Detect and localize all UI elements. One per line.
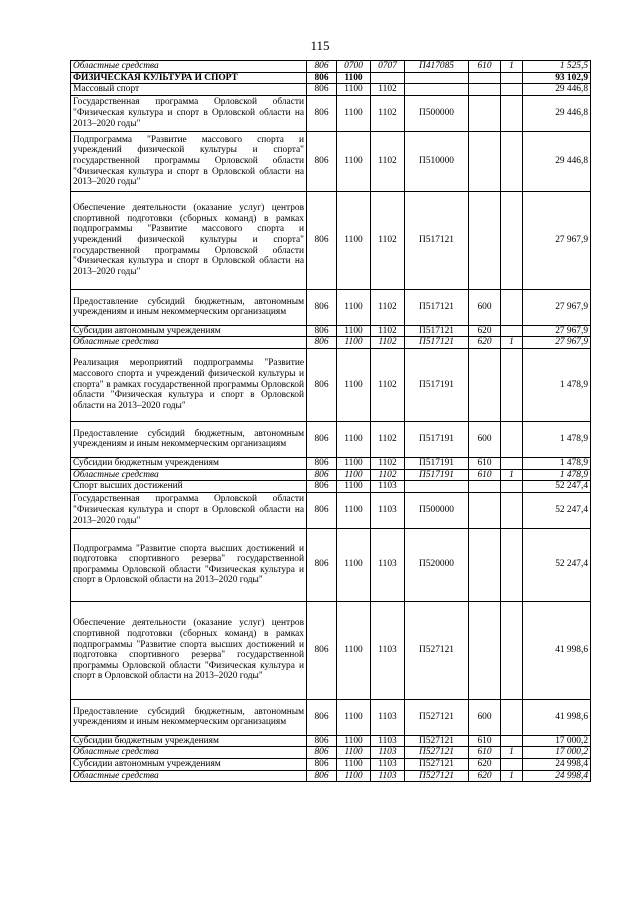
table-row	[71, 61, 591, 73]
row-source-cell	[501, 131, 523, 191]
row-name-cell: Государственная программа Орловской области "Физическая культура и спорт в Орловской области на 2013–2020 годы"	[71, 492, 307, 528]
table-row	[71, 758, 591, 770]
row-source-cell	[501, 758, 523, 770]
row-amount-cell: 41 998,6	[523, 601, 591, 699]
row-source-cell: 1	[501, 61, 523, 73]
row-expense-type-cell: 600	[469, 421, 501, 457]
row-section-cell: 1100	[337, 457, 371, 469]
row-section-cell: 1100	[337, 758, 371, 770]
row-section-cell: 1100	[337, 421, 371, 457]
row-expense-type-cell	[469, 528, 501, 601]
page-number: 115	[310, 38, 330, 53]
row-expense-type-cell: 620	[469, 770, 501, 782]
budget-table-body	[71, 61, 591, 782]
row-ved-cell: 806	[307, 457, 337, 469]
table-row	[71, 481, 591, 493]
row-ved-cell: 806	[307, 84, 337, 96]
row-amount-cell: 52 247,4	[523, 492, 591, 528]
row-source-cell	[501, 72, 523, 84]
table-row	[71, 289, 591, 325]
row-ved-cell: 806	[307, 337, 337, 349]
row-ved-cell: 806	[307, 601, 337, 699]
table-row	[71, 492, 591, 528]
row-amount-cell: 1 478,9	[523, 457, 591, 469]
row-expense-type-cell: 610	[469, 61, 501, 73]
row-section-cell: 0700	[337, 61, 371, 73]
row-section-cell: 1100	[337, 337, 371, 349]
row-ved-cell: 806	[307, 469, 337, 481]
row-target-article-cell: П517191	[405, 421, 469, 457]
row-source-cell	[501, 492, 523, 528]
row-amount-cell: 1 478,9	[523, 469, 591, 481]
row-amount-cell: 1 478,9	[523, 348, 591, 421]
row-target-article-cell	[405, 84, 469, 96]
row-section-cell: 1100	[337, 770, 371, 782]
row-section-cell: 1100	[337, 84, 371, 96]
row-section-cell: 1100	[337, 735, 371, 747]
row-target-article-cell	[405, 481, 469, 493]
row-ved-cell: 806	[307, 95, 337, 131]
row-expense-type-cell	[469, 601, 501, 699]
table-row	[71, 528, 591, 601]
row-source-cell	[501, 325, 523, 337]
row-subsection-cell: 1103	[371, 601, 405, 699]
row-amount-cell: 1 525,5	[523, 61, 591, 73]
row-ved-cell: 806	[307, 72, 337, 84]
row-subsection-cell: 1103	[371, 492, 405, 528]
row-section-cell: 1100	[337, 492, 371, 528]
row-section-cell: 1100	[337, 699, 371, 735]
row-expense-type-cell	[469, 492, 501, 528]
row-target-article-cell	[405, 72, 469, 84]
row-subsection-cell: 1102	[371, 469, 405, 481]
row-source-cell	[501, 191, 523, 289]
row-target-article-cell: П520000	[405, 528, 469, 601]
row-section-cell: 1100	[337, 72, 371, 84]
table-row	[71, 699, 591, 735]
row-subsection-cell: 1102	[371, 457, 405, 469]
row-subsection-cell: 1103	[371, 758, 405, 770]
row-expense-type-cell: 620	[469, 325, 501, 337]
row-ved-cell: 806	[307, 191, 337, 289]
row-target-article-cell: П527121	[405, 601, 469, 699]
row-amount-cell: 27 967,9	[523, 289, 591, 325]
row-source-cell: 1	[501, 337, 523, 349]
row-name-cell: Подпрограмма "Развитие спорта высших достижений и подготовка спортивного резерва" государственной программы Орловской области "Физическая культура и спорт в Орловской области на 2013–2020 годы"	[71, 528, 307, 601]
row-amount-cell: 52 247,4	[523, 528, 591, 601]
row-source-cell: 1	[501, 469, 523, 481]
row-target-article-cell: П527121	[405, 770, 469, 782]
row-amount-cell: 17 000,2	[523, 735, 591, 747]
row-target-article-cell: П527121	[405, 758, 469, 770]
row-target-article-cell: П517191	[405, 457, 469, 469]
row-section-cell: 1100	[337, 528, 371, 601]
row-subsection-cell: 1102	[371, 325, 405, 337]
row-ved-cell: 806	[307, 492, 337, 528]
row-name-cell: Областные средства	[71, 747, 307, 759]
table-row	[71, 337, 591, 349]
row-target-article-cell: П517191	[405, 469, 469, 481]
row-expense-type-cell	[469, 481, 501, 493]
row-target-article-cell: П510000	[405, 131, 469, 191]
row-name-cell: Субсидии бюджетным учреждениям	[71, 735, 307, 747]
row-name-cell: Субсидии бюджетным учреждениям	[71, 457, 307, 469]
row-subsection-cell: 1103	[371, 481, 405, 493]
row-subsection-cell: 1102	[371, 191, 405, 289]
table-row	[71, 770, 591, 782]
table-row	[71, 747, 591, 759]
row-amount-cell: 24 998,4	[523, 758, 591, 770]
row-subsection-cell: 1102	[371, 289, 405, 325]
row-amount-cell: 27 967,9	[523, 325, 591, 337]
row-target-article-cell: П500000	[405, 95, 469, 131]
row-amount-cell: 41 998,6	[523, 699, 591, 735]
row-ved-cell: 806	[307, 61, 337, 73]
table-row	[71, 95, 591, 131]
row-target-article-cell: П527121	[405, 735, 469, 747]
row-name-cell: Реализация мероприятий подпрограммы "Развитие массового спорта и учреждений физической культуры и спорта" в рамках государственной программы Орловской области "Физическая культура и спорт в Орловской области на 2013–2020 годы"	[71, 348, 307, 421]
row-source-cell	[501, 699, 523, 735]
row-ved-cell: 806	[307, 758, 337, 770]
row-ved-cell: 806	[307, 289, 337, 325]
row-expense-type-cell: 610	[469, 457, 501, 469]
row-expense-type-cell	[469, 95, 501, 131]
row-target-article-cell: П527121	[405, 747, 469, 759]
row-name-cell: Субсидии автономным учреждениям	[71, 758, 307, 770]
row-source-cell	[501, 601, 523, 699]
row-name-cell: Подпрограмма "Развитие массового спорта и учреждений физической культуры и спорта" государственной программы Орловской области "Физическая культура и спорт в Орловской области на 2013–2020 годы"	[71, 131, 307, 191]
row-target-article-cell: П517121	[405, 191, 469, 289]
table-row	[71, 348, 591, 421]
row-expense-type-cell: 610	[469, 747, 501, 759]
row-source-cell	[501, 95, 523, 131]
row-subsection-cell: 1102	[371, 131, 405, 191]
row-name-cell: Областные средства	[71, 770, 307, 782]
row-source-cell	[501, 528, 523, 601]
row-source-cell	[501, 481, 523, 493]
row-amount-cell: 1 478,9	[523, 421, 591, 457]
row-source-cell	[501, 421, 523, 457]
row-name-cell: Областные средства	[71, 61, 307, 73]
row-target-article-cell: П517121	[405, 337, 469, 349]
row-target-article-cell: П500000	[405, 492, 469, 528]
row-section-cell: 1100	[337, 131, 371, 191]
row-source-cell	[501, 735, 523, 747]
row-target-article-cell: П517191	[405, 348, 469, 421]
row-name-cell: Областные средства	[71, 469, 307, 481]
row-subsection-cell: 0707	[371, 61, 405, 73]
row-ved-cell: 806	[307, 735, 337, 747]
row-amount-cell: 29 446,8	[523, 131, 591, 191]
row-target-article-cell: П517121	[405, 325, 469, 337]
row-ved-cell: 806	[307, 528, 337, 601]
row-ved-cell: 806	[307, 481, 337, 493]
row-section-cell: 1100	[337, 469, 371, 481]
row-subsection-cell: 1102	[371, 421, 405, 457]
row-section-cell: 1100	[337, 348, 371, 421]
budget-table	[70, 60, 591, 782]
row-section-cell: 1100	[337, 191, 371, 289]
row-expense-type-cell	[469, 84, 501, 96]
row-source-cell	[501, 348, 523, 421]
row-subsection-cell: 1102	[371, 84, 405, 96]
table-row	[71, 469, 591, 481]
table-row	[71, 421, 591, 457]
table-row	[71, 72, 591, 84]
row-amount-cell: 93 102,9	[523, 72, 591, 84]
row-amount-cell: 27 967,9	[523, 191, 591, 289]
row-amount-cell: 27 967,9	[523, 337, 591, 349]
row-ved-cell: 806	[307, 131, 337, 191]
row-expense-type-cell	[469, 348, 501, 421]
row-amount-cell: 17 000,2	[523, 747, 591, 759]
row-subsection-cell: 1103	[371, 735, 405, 747]
row-name-cell: Массовый спорт	[71, 84, 307, 96]
row-name-cell: Предоставление субсидий бюджетным, автономным учреждениям и иным некоммерческим организациям	[71, 421, 307, 457]
row-name-cell: Областные средства	[71, 337, 307, 349]
row-source-cell	[501, 84, 523, 96]
row-name-cell: Субсидии автономным учреждениям	[71, 325, 307, 337]
row-expense-type-cell	[469, 191, 501, 289]
table-row	[71, 735, 591, 747]
row-ved-cell: 806	[307, 348, 337, 421]
row-amount-cell: 29 446,8	[523, 95, 591, 131]
row-subsection-cell	[371, 72, 405, 84]
row-expense-type-cell: 620	[469, 758, 501, 770]
row-section-cell: 1100	[337, 747, 371, 759]
row-expense-type-cell: 610	[469, 469, 501, 481]
row-expense-type-cell: 600	[469, 699, 501, 735]
row-subsection-cell: 1102	[371, 348, 405, 421]
row-target-article-cell: П517121	[405, 289, 469, 325]
row-expense-type-cell	[469, 131, 501, 191]
table-row	[71, 457, 591, 469]
row-name-cell: Предоставление субсидий бюджетным, автономным учреждениям и иным некоммерческим организациям	[71, 289, 307, 325]
row-ved-cell: 806	[307, 747, 337, 759]
row-expense-type-cell: 600	[469, 289, 501, 325]
row-source-cell	[501, 457, 523, 469]
row-section-cell: 1100	[337, 95, 371, 131]
row-subsection-cell: 1103	[371, 747, 405, 759]
row-expense-type-cell: 610	[469, 735, 501, 747]
table-row	[71, 325, 591, 337]
row-source-cell	[501, 289, 523, 325]
row-amount-cell: 52 247,4	[523, 481, 591, 493]
row-section-cell: 1100	[337, 481, 371, 493]
row-target-article-cell: П527121	[405, 699, 469, 735]
row-subsection-cell: 1102	[371, 337, 405, 349]
row-ved-cell: 806	[307, 325, 337, 337]
row-subsection-cell: 1103	[371, 699, 405, 735]
row-expense-type-cell	[469, 72, 501, 84]
row-source-cell: 1	[501, 747, 523, 759]
row-ved-cell: 806	[307, 770, 337, 782]
row-amount-cell: 29 446,8	[523, 84, 591, 96]
row-amount-cell: 24 998,4	[523, 770, 591, 782]
row-section-cell: 1100	[337, 325, 371, 337]
row-section-cell: 1100	[337, 289, 371, 325]
row-source-cell: 1	[501, 770, 523, 782]
row-expense-type-cell: 620	[469, 337, 501, 349]
row-name-cell: Спорт высших достижений	[71, 481, 307, 493]
row-name-cell: Государственная программа Орловской области "Физическая культура и спорт в Орловской области на 2013–2020 годы"	[71, 95, 307, 131]
row-name-cell: ФИЗИЧЕСКАЯ КУЛЬТУРА И СПОРТ	[71, 72, 307, 84]
row-name-cell: Обеспечение деятельности (оказание услуг) центров спортивной подготовки (сборных команд) в рамках подпрограммы "Развитие спорта высших достижений и подготовка спортивного резерва" государственной программы Орловской области "Физическая культура и спорт в Орловской области на 2013–2020 годы"	[71, 601, 307, 699]
row-subsection-cell: 1103	[371, 770, 405, 782]
table-row	[71, 84, 591, 96]
row-ved-cell: 806	[307, 699, 337, 735]
table-row	[71, 191, 591, 289]
row-subsection-cell: 1103	[371, 528, 405, 601]
row-subsection-cell: 1102	[371, 95, 405, 131]
row-ved-cell: 806	[307, 421, 337, 457]
row-target-article-cell: П417085	[405, 61, 469, 73]
table-row	[71, 601, 591, 699]
row-name-cell: Предоставление субсидий бюджетным, автономным учреждениям и иным некоммерческим организациям	[71, 699, 307, 735]
row-name-cell: Обеспечение деятельности (оказание услуг) центров спортивной подготовки (сборных команд) в рамках подпрограммы "Развитие массового спорта и учреждений физической культуры и спорта" государственной программы Орловской области "Физическая культура и спорт в Орловской области на 2013–2020 годы"	[71, 191, 307, 289]
row-section-cell: 1100	[337, 601, 371, 699]
table-row	[71, 131, 591, 191]
